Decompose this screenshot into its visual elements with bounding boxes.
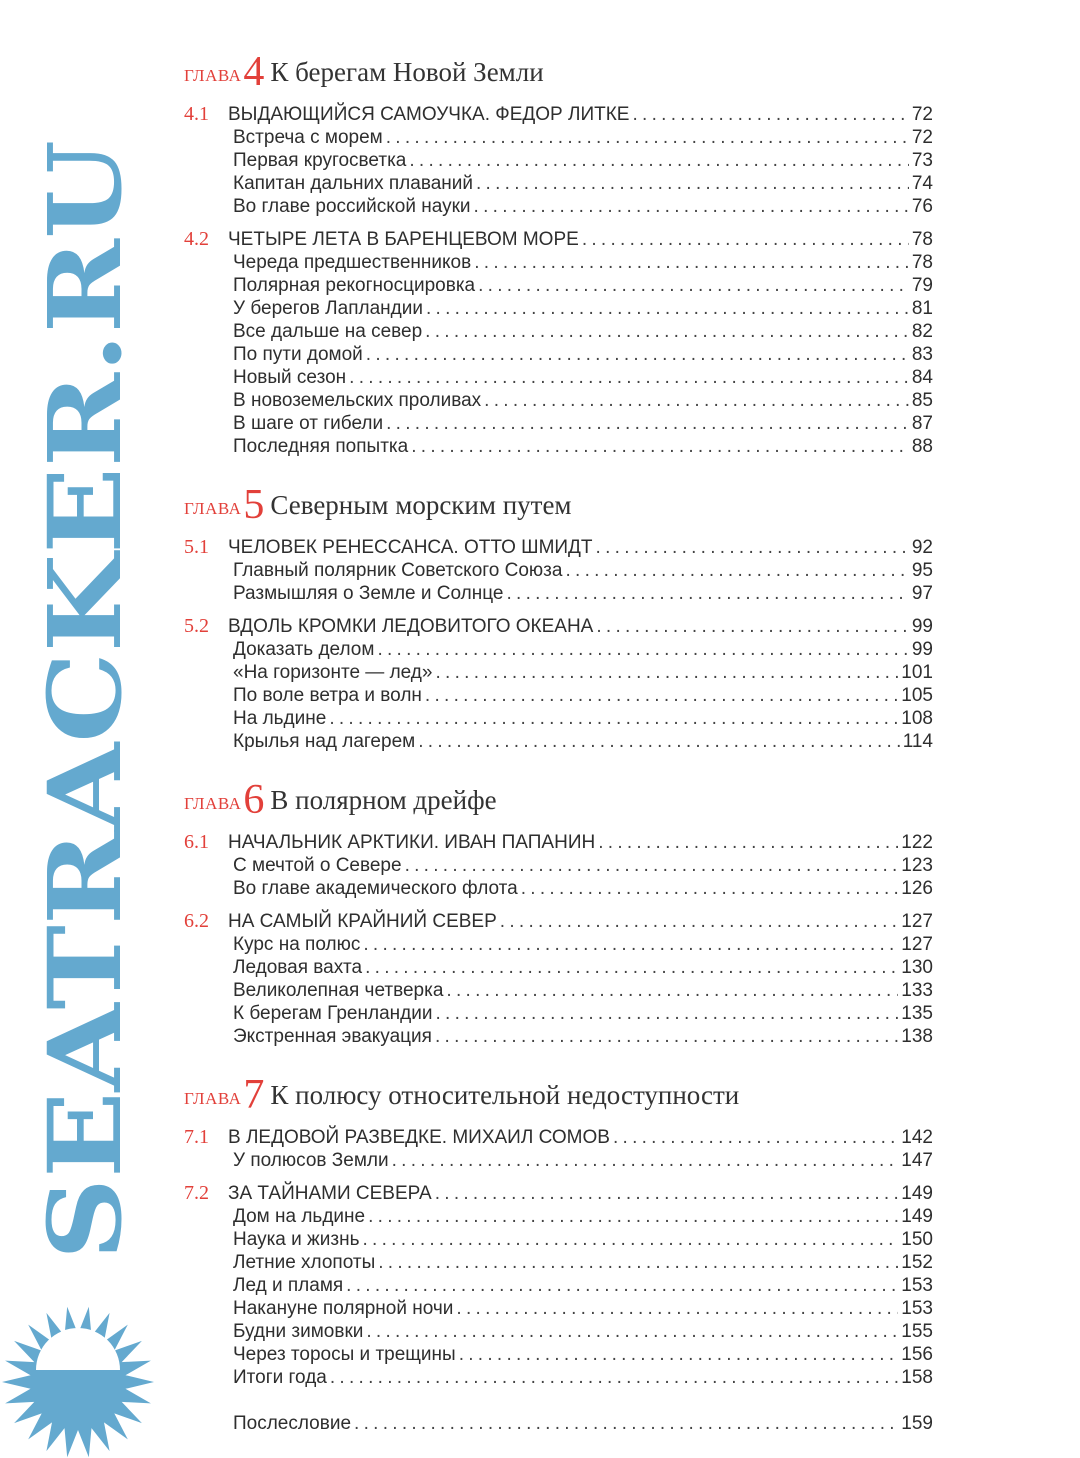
section [0,1126,1080,1172]
section-entry[interactable] [184,228,933,251]
toc-entry[interactable] [184,1297,933,1320]
dot-leader [377,638,908,661]
dot-leader [474,195,909,218]
section-entry[interactable] [184,1182,933,1205]
page-number: 150 [901,1229,933,1250]
page-number: 92 [911,537,933,558]
page-number: 114 [902,731,933,752]
section-entry[interactable] [184,831,933,854]
dot-leader [392,1149,899,1172]
entry-title: «На горизонте — лед» [233,662,433,683]
dot-leader [446,979,898,1002]
page-number: 159 [901,1413,933,1434]
page-number: 72 [911,104,933,125]
entry-title: Все дальше на север [233,321,423,342]
dot-leader [476,172,909,195]
page-number: 84 [911,367,933,388]
entry-title: В шаге от гибели [233,413,384,434]
toc-entry[interactable] [184,730,933,753]
toc-entry[interactable] [184,661,933,684]
chapter [0,1074,1080,1389]
chapter [0,484,1080,753]
toc-entry[interactable] [184,933,933,956]
chapter-word: ГЛАВА [184,499,242,518]
page-number: 82 [911,321,933,342]
section-title: НАЧАЛЬНИК АРКТИКИ. ИВАН ПАПАНИН [228,832,596,853]
page-number: 81 [911,298,933,319]
page-number: 149 [901,1183,933,1204]
page-number: 138 [901,1026,933,1047]
chapter-word: ГЛАВА [184,794,242,813]
toc-entry[interactable] [184,1343,933,1366]
page-number: 95 [911,560,933,581]
page-number: 78 [911,252,933,273]
dot-leader [366,343,909,366]
toc-entry[interactable] [184,195,933,218]
page-number: 133 [901,980,933,1001]
afterword-entry[interactable] [184,1412,933,1435]
entry-title: Наука и жизнь [233,1229,360,1250]
entry-title: К берегам Гренландии [233,1003,433,1024]
toc-entry[interactable] [184,412,933,435]
toc-entry[interactable] [184,320,933,343]
toc-entry[interactable] [184,707,933,730]
toc-entry[interactable] [184,297,933,320]
section [0,103,1080,218]
toc-entry[interactable] [184,638,933,661]
section-entry[interactable] [184,536,933,559]
entry-title: Главный полярник Советского Союза [233,560,563,581]
page-number: 127 [901,934,933,955]
section-title: ЧЕЛОВЕК РЕНЕССАНСА. ОТТО ШМИДТ [228,537,593,558]
section-number: 7.1 [184,1126,209,1148]
toc-entry[interactable] [184,979,933,1002]
chapter-number: 4 [243,49,265,95]
section-title: НА САМЫЙ КРАЙНИЙ СЕВЕР [228,911,497,932]
dot-leader [478,274,909,297]
section [0,1182,1080,1389]
toc-entry[interactable] [184,559,933,582]
dot-leader [366,1320,898,1343]
chapter-word: ГЛАВА [184,66,242,85]
entry-title: Накануне полярной ночи [233,1298,454,1319]
entry-title: Первая кругосветка [233,150,407,171]
entry-title: Летние хлопоты [233,1252,376,1273]
entry-title: С мечтой о Севере [233,855,402,876]
toc-entry[interactable] [184,435,933,458]
page-number: 123 [901,855,933,876]
page-number: 105 [901,685,933,706]
toc-entry[interactable] [184,343,933,366]
entry-title: У полюсов Земли [233,1150,389,1171]
entry-title: Череда предшественников [233,252,472,273]
toc-entry[interactable] [184,1366,933,1389]
page-number: 155 [901,1321,933,1342]
page-number: 147 [901,1150,933,1171]
page-number: 72 [911,127,933,148]
dot-leader [386,412,909,435]
section-title: ЗА ТАЙНАМИ СЕВЕРА [228,1183,432,1204]
dot-leader [405,854,899,877]
toc-entry[interactable] [184,1320,933,1343]
section [0,228,1080,458]
page-number: 101 [901,662,933,683]
section [0,910,1080,1048]
chapter-word: ГЛАВА [184,1089,242,1108]
page-number: 156 [901,1344,933,1365]
dot-leader [378,1251,898,1274]
entry-title: Курс на полюс [233,934,361,955]
dot-leader [474,251,909,274]
page-number: 85 [911,390,933,411]
page-number: 108 [901,708,933,729]
section-title: ЧЕТЫРЕ ЛЕТА В БАРЕНЦЕВОМ МОРЕ [228,229,579,250]
toc-entry[interactable] [184,1149,933,1172]
entry-title: Будни зимовки [233,1321,364,1342]
entry-title: Во главе российской науки [233,196,471,217]
toc-entry[interactable] [184,274,933,297]
page-number: 73 [911,150,933,171]
entry-title: Лед и пламя [233,1275,344,1296]
page-number: 153 [901,1275,933,1296]
section-title: ВДОЛЬ КРОМКИ ЛЕДОВИТОГО ОКЕАНА [228,616,594,637]
entry-title: Через торосы и трещины [233,1344,456,1365]
toc-entry[interactable] [184,1205,933,1228]
dot-leader [484,389,909,412]
section [0,831,1080,900]
entry-title: Великолепная четверка [233,980,444,1001]
section-title: ВЫДАЮЩИЙСЯ САМОУЧКА. ФЕДОР ЛИТКЕ [228,104,630,125]
dot-leader [435,1182,899,1205]
section-number: 5.1 [184,536,209,558]
entry-title: Итоги года [233,1367,327,1388]
page-number: 76 [911,196,933,217]
entry-title: На льдине [233,708,327,729]
chapter-number: 6 [243,777,265,823]
dot-leader [459,1343,899,1366]
toc-entry[interactable] [184,172,933,195]
page-number: 74 [911,173,933,194]
page-number: 127 [901,911,933,932]
dot-leader [435,1025,898,1048]
dot-leader [565,559,908,582]
section-number: 4.2 [184,228,209,250]
toc-entry[interactable] [184,1228,933,1251]
toc-entry[interactable] [184,126,933,149]
dot-leader [409,149,908,172]
section-entry[interactable] [184,103,933,126]
entry-title: Новый сезон [233,367,347,388]
entry-title: Последняя попытка [233,436,409,457]
chapter-title: Северным морским путем [270,490,572,520]
chapter-title: К полюсу относительной недоступности [270,1080,740,1110]
toc-entry[interactable] [184,1251,933,1274]
section-entry[interactable] [184,910,933,933]
dot-leader [521,877,899,900]
entry-title: Доказать делом [233,639,375,660]
page-number: 158 [901,1367,933,1388]
toc-entry[interactable] [184,877,933,900]
dot-leader [365,956,898,979]
entry-title: По воле ветра и волн [233,685,422,706]
page-number: 149 [901,1206,933,1227]
page-number: 99 [911,616,933,637]
page-number: 87 [911,413,933,434]
entry-title: Ледовая вахта [233,957,363,978]
page-number: 78 [911,229,933,250]
dot-leader [386,126,909,149]
toc-entry[interactable] [184,684,933,707]
chapter-heading [184,1074,1080,1116]
section-title: В ЛЕДОВОЙ РАЗВЕДКЕ. МИХАИЛ СОМОВ [228,1127,610,1148]
entry-title: Встреча с морем [233,127,383,148]
toc-entry[interactable] [184,366,933,389]
dot-leader [330,1366,898,1389]
entry-title: По пути домой [233,344,363,365]
dot-leader [354,1412,898,1435]
dot-leader [425,320,909,343]
dot-leader [411,435,909,458]
page-number: 97 [911,583,933,604]
page-number: 122 [901,832,933,853]
dot-leader [368,1205,898,1228]
entry-title: В новоземельских проливах [233,390,482,411]
section [0,615,1080,753]
section-number: 4.1 [184,103,209,125]
page-number: 152 [901,1252,933,1273]
dot-leader [596,615,909,638]
chapter-title: К берегам Новой Земли [270,57,544,87]
toc-entry[interactable] [184,251,933,274]
page-number: 83 [911,344,933,365]
dot-leader [500,910,899,933]
toc-entry[interactable] [184,1274,933,1297]
dot-leader [362,1228,898,1251]
section-entry[interactable] [184,1126,933,1149]
entry-title: У берегов Лапландии [233,298,423,319]
dot-leader [426,297,909,320]
chapter-heading [184,779,1080,821]
page-number: 153 [901,1298,933,1319]
toc-entry[interactable] [184,389,933,412]
section-number: 6.2 [184,910,209,932]
page-number: 130 [901,957,933,978]
entry-title: Во главе академического флота [233,878,518,899]
chapter-title: В полярном дрейфе [270,785,497,815]
dot-leader [456,1297,898,1320]
entry-title: Послесловие [233,1413,352,1434]
dot-leader [632,103,908,126]
toc-entry[interactable] [184,956,933,979]
toc-entry[interactable] [184,149,933,172]
watermark-text: SEATRACKER.RU [26,273,144,1260]
entry-title: Крылья над лагерем [233,731,416,752]
dot-leader [425,684,898,707]
toc-entry[interactable] [184,1025,933,1048]
section [0,536,1080,605]
section-number: 5.2 [184,615,209,637]
page-number: 88 [911,436,933,457]
section-entry[interactable] [184,615,933,638]
dot-leader [435,1002,898,1025]
entry-title: Экстренная эвакуация [233,1026,432,1047]
dot-leader [349,366,909,389]
dot-leader [582,228,909,251]
page-number: 142 [901,1127,933,1148]
page-number: 79 [911,275,933,296]
dot-leader [346,1274,898,1297]
toc-entry[interactable] [184,1002,933,1025]
chapter-number: 7 [243,1072,265,1118]
entry-title: Дом на льдине [233,1206,366,1227]
chapter-number: 5 [243,482,265,528]
page-number: 126 [901,878,933,899]
section-number: 7.2 [184,1182,209,1204]
section-number: 6.1 [184,831,209,853]
toc-entry[interactable] [184,854,933,877]
dot-leader [363,933,898,956]
dot-leader [596,536,909,559]
dot-leader [613,1126,898,1149]
dot-leader [506,582,908,605]
entry-title: Полярная рекогносцировка [233,275,476,296]
chapter-heading [184,484,1080,526]
dot-leader [329,707,898,730]
page-number: 99 [911,639,933,660]
page-number: 135 [901,1003,933,1024]
toc-entry[interactable] [184,582,933,605]
entry-title: Размышляя о Земле и Солнце [233,583,504,604]
chapter [0,779,1080,1048]
chapter-heading [184,51,1080,93]
dot-leader [435,661,898,684]
entry-title: Капитан дальних плаваний [233,173,473,194]
dot-leader [418,730,900,753]
dot-leader [598,831,898,854]
chapter [0,51,1080,458]
